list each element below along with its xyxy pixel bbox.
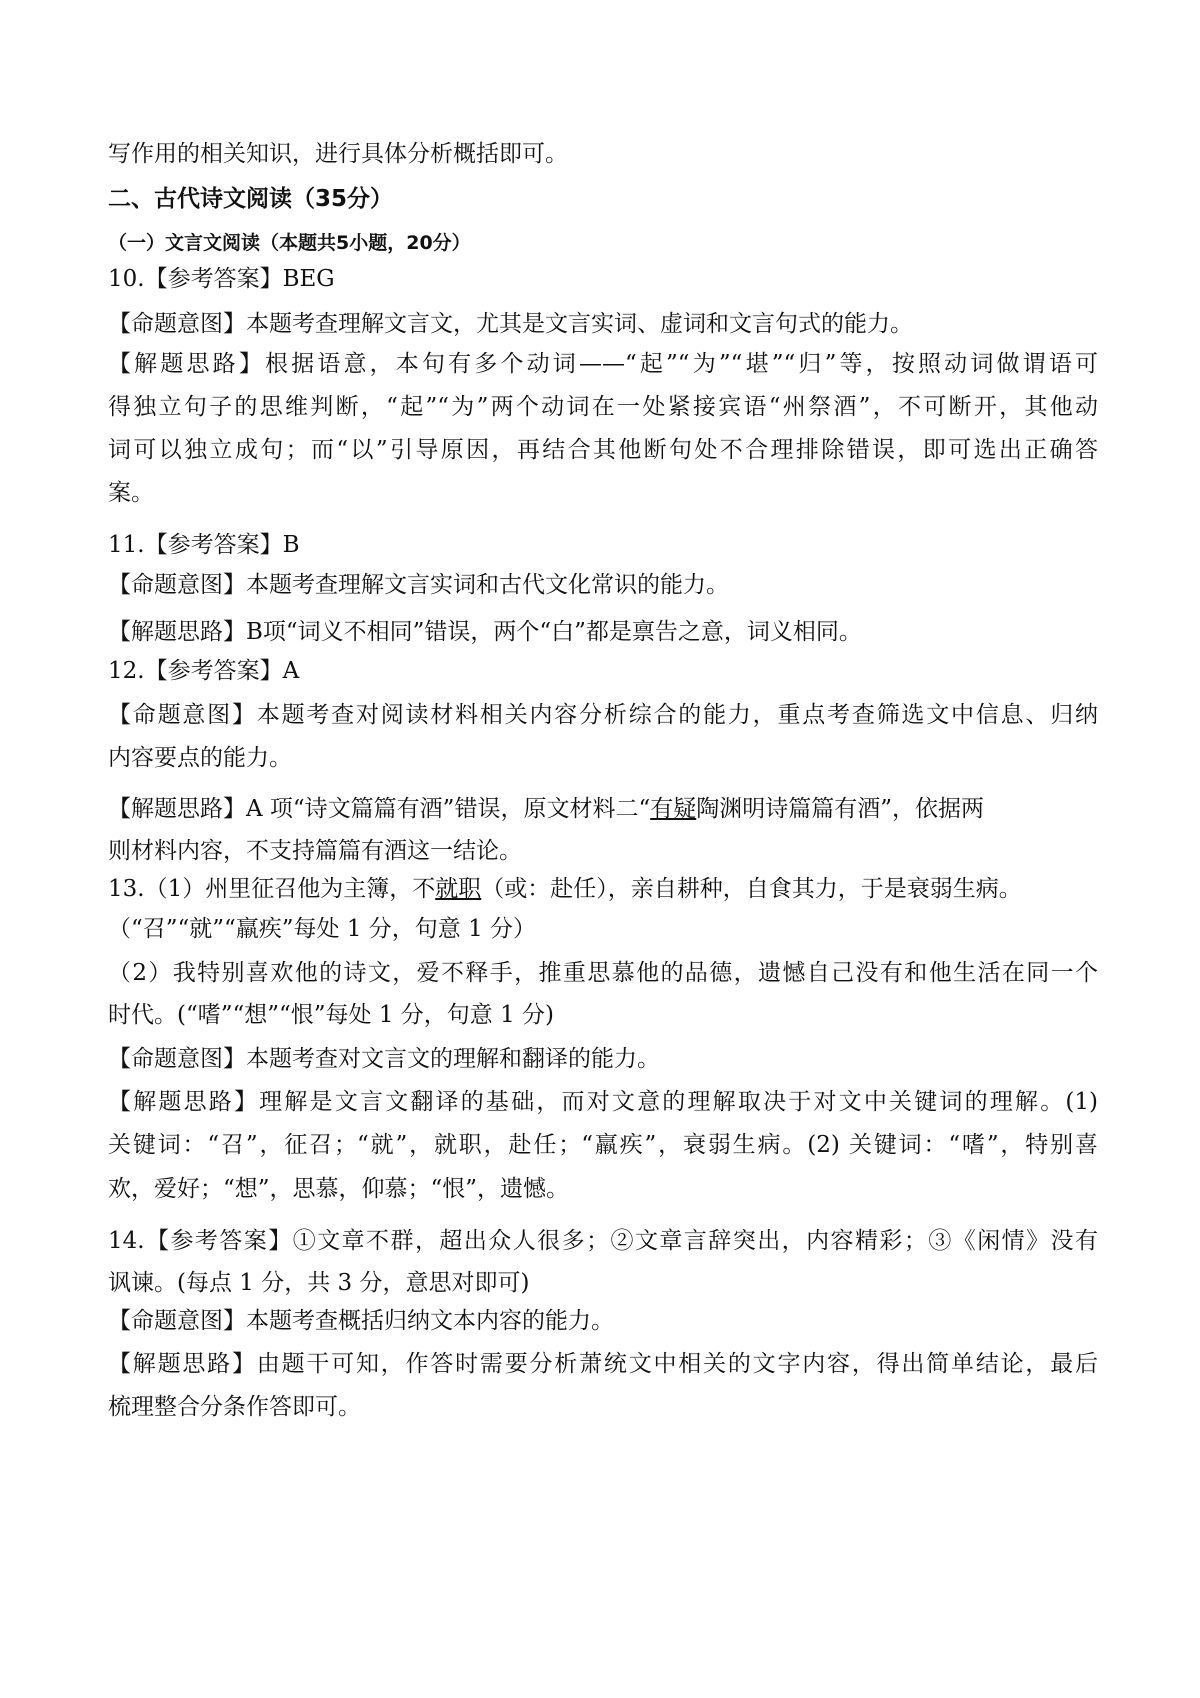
underlined-text: 就职 <box>435 876 482 902</box>
answer-line-q12: 12.【参考答案】A <box>108 658 300 684</box>
thinking-text: 【解题思路】A 项“诗文篇篇有酒”错误，原文材料二“ <box>108 796 651 822</box>
answer-line-q13: （“召”“就”“羸疾”每处 1 分，句意 1 分） <box>108 916 537 942</box>
thinking-line-q10: 词可以独立成句；而“以”引导原因，再结合其他断句处不合理排除错误，即可选出正确答 <box>108 437 1098 463</box>
intent-line-q14: 【命题意图】本题考查概括归纳文本内容的能力。 <box>108 1308 614 1334</box>
thinking-line-q13: 关键词：“召”，征召；“就”，就职，赴任；“羸疾”，衰弱生病。(2) 关键词：“嗜”，特别喜 <box>108 1132 1098 1158</box>
answer-text: 13.（1）州里征召他为主簿，不 <box>108 876 436 902</box>
answer-line-q13 <box>108 874 1098 904</box>
intent-line-q12: 【命题意图】本题考查对阅读材料相关内容分析综合的能力，重点考查筛选文中信息、归纳 <box>108 702 1098 728</box>
answer-line-q13: 时代。(“嗜”“想”“恨”每处 1 分，句意 1 分) <box>108 1002 555 1028</box>
text-line: 写作用的相关知识，进行具体分析概括即可。 <box>108 141 568 167</box>
thinking-line-q10: 【解题思路】根据语意，本句有多个动词——“起”“为”“堪”“归”等，按照动词做谓语可 <box>108 351 1098 377</box>
thinking-line-q13: 欢，爱好；“想”，思慕，仰慕；“恨”，遗憾。 <box>108 1176 570 1202</box>
intent-line-q12: 内容要点的能力。 <box>108 745 292 771</box>
answer-line-q13: （2）我特别喜欢他的诗文，爱不释手，推重思慕他的品德，遗憾自己没有和他生活在同一个 <box>108 960 1098 986</box>
subsection-heading: （一）文言文阅读（本题共5小题，20分） <box>108 232 471 254</box>
underlined-text: 有疑 <box>650 796 697 822</box>
intent-line-q11: 【命题意图】本题考查理解文言实词和古代文化常识的能力。 <box>108 572 729 598</box>
answer-line-q10: 10.【参考答案】BEG <box>108 266 335 292</box>
thinking-line-q12: 则材料内容，不支持篇篇有酒这一结论。 <box>108 838 522 864</box>
answer-line-q14: 14.【参考答案】①文章不群，超出众人很多；②文章言辞突出，内容精彩；③《闲情》没有 <box>108 1228 1098 1254</box>
thinking-line-q11: 【解题思路】B项“词义不相同”错误，两个“白”都是禀告之意，词义相同。 <box>108 619 862 645</box>
answer-line-q11: 11.【参考答案】B <box>108 532 300 558</box>
thinking-line-q10: 案。 <box>108 480 154 506</box>
answer-line-q14: 讽谏。(每点 1 分，共 3 分，意思对即可) <box>108 1270 530 1296</box>
thinking-line-q12 <box>108 794 1098 824</box>
thinking-line-q13: 【解题思路】理解是文言文翻译的基础，而对文意的理解取决于对文中关键词的理解。(1) <box>108 1089 1098 1115</box>
answer-text: （或：赴任），亲自耕种，自食其力，于是衰弱生病。 <box>481 876 1022 902</box>
thinking-line-q14: 梳理整合分条作答即可。 <box>108 1394 361 1420</box>
thinking-line-q14: 【解题思路】由题干可知，作答时需要分析萧统文中相关的文字内容，得出简单结论，最后 <box>108 1351 1098 1377</box>
section-heading: 二、古代诗文阅读（35分） <box>108 186 394 212</box>
intent-line-q13: 【命题意图】本题考查对文言文的理解和翻译的能力。 <box>108 1046 660 1072</box>
thinking-line-q10: 得独立句子的思维判断，“起”“为”两个动词在一处紧接宾语“州祭酒”，不可断开，其他动 <box>108 394 1098 420</box>
intent-line-q10: 【命题意图】本题考查理解文言文，尤其是文言实词、虚词和文言句式的能力。 <box>108 311 913 337</box>
thinking-text: 陶渊明诗篇篇有酒”，依据两 <box>696 796 984 822</box>
